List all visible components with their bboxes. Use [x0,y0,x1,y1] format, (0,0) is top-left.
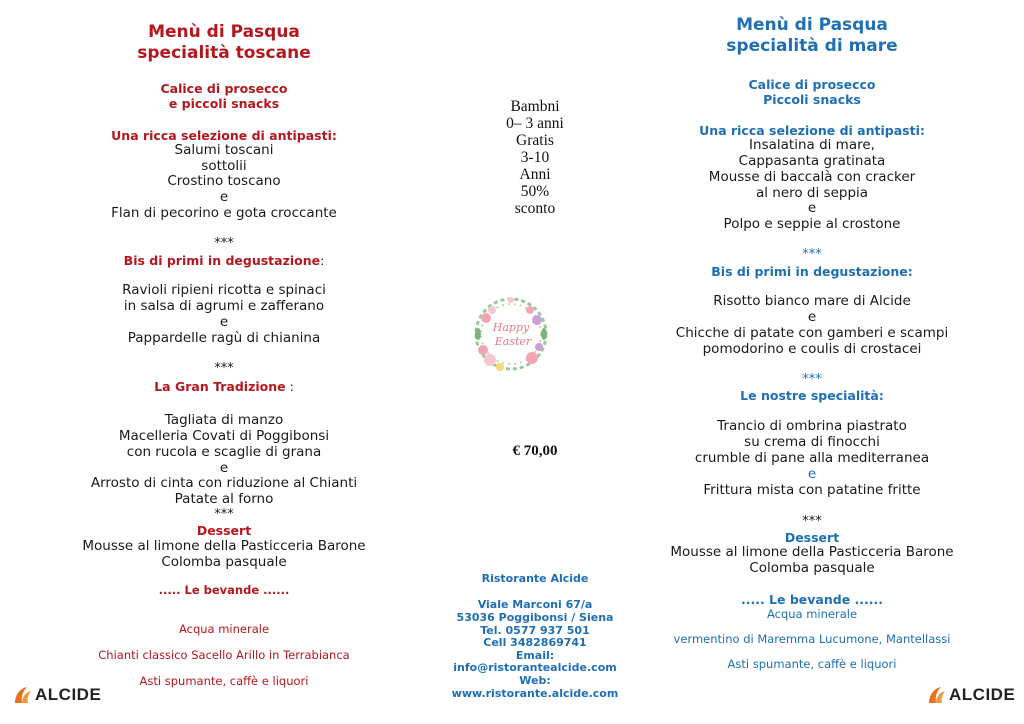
seafood-specialita-e: e [807,466,817,482]
tuscan-dessert-heading: Dessert [196,523,252,538]
seafood-bevande-heading: ..... Le bevande ...... [740,592,884,607]
tuscan-bevande-item: Acqua minerale [178,622,270,636]
seafood-antipasti-item: e [807,200,817,216]
restaurant-name: Ristorante Alcide [481,572,589,585]
contact-email: info@ristorantealcide.com [453,661,617,674]
seafood-primi-item: e [807,309,817,325]
tuscan-aperitif-line1: Calice di prosecco [160,81,288,96]
seafood-specialita-item: Trancio di ombrina piastrato [717,418,907,434]
contact-web: www.ristorante.alcide.com [451,687,619,700]
kids-info-line: 50% [520,183,550,200]
kids-info-line: 3-10 [520,149,550,166]
tuscan-menu [0,0,448,724]
tuscan-primi-heading [0,253,448,269]
tuscan-title-line1: Menù di Pasqua [148,22,300,42]
contact-city: 53036 Poggibonsi / Siena [456,611,614,624]
contact-email-label: Email: [515,649,555,662]
separator: *** [214,507,234,522]
kids-info-line: 0– 3 anni [506,115,564,132]
tuscan-primi-heading-text: Bis di primi in degustazione [123,253,321,268]
kids-info-line: Bambni [510,98,560,115]
seafood-title-line2: specialità di mare [726,36,898,56]
tuscan-primi-item: Ravioli ripieni ricotta e spinaci [122,282,326,298]
separator: *** [802,247,822,262]
seafood-specialita-item: Frittura mista con patatine fritte [703,482,921,498]
tuscan-bevande-item: Asti spumante, caffè e liquori [139,674,309,688]
tuscan-antipasti-item: Flan di pecorino e gota croccante [111,205,337,221]
tuscan-tradizione-item: Macelleria Covati di Poggibonsi [118,428,330,444]
tuscan-antipasti-item: Crostino toscano [167,173,281,189]
alcide-logo-text: ALCIDE [949,685,1016,704]
contact-cell: Cell 3482869741 [483,636,587,649]
seafood-specialita-item: su crema di finocchi [744,434,880,450]
seafood-antipasti-heading: Una ricca selezione di antipasti: [699,123,925,138]
seafood-primi-heading: Bis di primi in degustazione: [711,264,913,279]
tuscan-antipasti-item: sottolii [201,158,247,174]
easter-wreath-icon [466,288,556,380]
seafood-specialita-heading: Le nostre specialità: [740,388,884,403]
tuscan-primi-item: in salsa di agrumi e zafferano [123,298,325,314]
tuscan-antipasti-heading: Una ricca selezione di antipasti: [111,128,337,143]
tuscan-tradizione-heading [0,379,448,395]
tuscan-tradizione-colon: : [285,379,294,394]
tuscan-primi-item: e [219,314,229,330]
seafood-title-line1: Menù di Pasqua [736,15,888,35]
tuscan-title-line2: specialità toscane [137,43,311,63]
seafood-antipasti-item: Mousse di baccalà con cracker [708,169,916,185]
separator: *** [214,236,234,251]
kids-info-line: Anni [519,166,551,183]
seafood-specialita-item: crumble di pane alla mediterranea [694,450,930,466]
seafood-dessert-item: Mousse al limone della Pasticceria Barone [670,544,954,560]
seafood-menu [600,0,1024,724]
seafood-aperitif-line2: Piccoli snacks [763,92,861,107]
separator: *** [802,514,822,529]
tuscan-dessert-item: Colomba pasquale [161,554,287,570]
seafood-bevande-item: Acqua minerale [766,607,858,621]
seafood-dessert-item: Colomba pasquale [749,560,875,576]
seafood-antipasti-item: Insalatina di mare, [749,137,875,153]
kids-info-line: Gratis [516,132,554,149]
seafood-antipasti-item: al nero di seppia [755,185,869,201]
tuscan-tradizione-item: Tagliata di manzo [164,412,284,428]
alcide-logo [926,684,1015,706]
separator: *** [802,372,822,387]
tuscan-tradizione-item: con rucola e scaglie di grana [126,444,322,460]
seafood-bevande-item: vermentino di Maremma Lucumone, Mantellassi [673,632,951,646]
separator: *** [214,361,234,376]
tuscan-tradizione-item: Patate al forno [174,491,274,507]
tuscan-bevande-heading: ..... Le bevande ...... [158,583,290,597]
tuscan-tradizione-heading-text: La Gran Tradizione [154,379,286,394]
contact-web-label: Web: [519,674,551,687]
alcide-logo-icon [12,684,34,706]
tuscan-dessert-item: Mousse al limone della Pasticceria Barone [82,538,366,554]
tuscan-primi-colon: : [320,253,325,268]
seafood-primi-item: pomodorino e coulis di crostacei [702,341,922,357]
contact-phone: Tel. 0577 937 501 [480,624,590,637]
menu-price: € 70,00 [512,443,558,459]
wreath-text-line1: Happy [492,321,530,334]
seafood-antipasti-item: Polpo e seppie al crostone [723,216,901,232]
seafood-dessert-heading: Dessert [784,530,840,545]
seafood-antipasti-item: Cappasanta gratinata [738,153,886,169]
alcide-logo-text: ALCIDE [35,685,102,704]
kids-info-line: sconto [514,200,556,217]
seafood-primi-item: Chicche di patate con gamberi e scampi [675,325,949,341]
wreath-text-line2: Easter [494,335,532,348]
tuscan-aperitif-line2: e piccoli snacks [168,96,280,111]
tuscan-antipasti-item: Salumi toscani [174,142,274,158]
tuscan-primi-item: Pappardelle ragù di chianina [127,330,321,346]
alcide-logo-icon [926,684,948,706]
tuscan-tradizione-item: Arrosto di cinta con riduzione al Chianti [90,475,358,491]
alcide-logo [12,684,101,706]
seafood-primi-item: Risotto bianco mare di Alcide [713,293,911,309]
tuscan-bevande-item: Chianti classico Sacello Arillo in Terrabianca [98,648,350,662]
contact-address: Viale Marconi 67/a [477,598,593,611]
tuscan-antipasti-item: e [219,189,229,205]
tuscan-tradizione-item: e [219,460,229,476]
seafood-bevande-item: Asti spumante, caffè e liquori [727,657,897,671]
seafood-aperitif-line1: Calice di prosecco [748,77,876,92]
